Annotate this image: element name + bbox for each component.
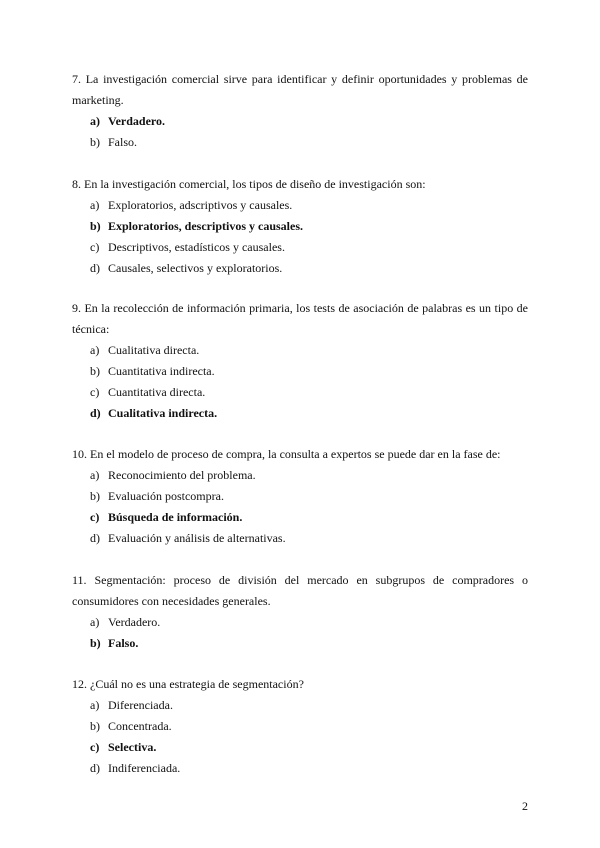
question-10 bbox=[72, 444, 528, 549]
question-text: 11. Segmentación: proceso de división del mercado en subgrupos de compradores o consumidores con necesidades generales. bbox=[72, 573, 528, 608]
option-b-correct bbox=[72, 633, 528, 654]
option-letter: a) bbox=[90, 698, 100, 712]
option-text: Causales, selectivos y exploratorios. bbox=[108, 261, 283, 275]
option-letter: a) bbox=[90, 615, 100, 629]
option-text: Indiferenciada. bbox=[108, 761, 181, 775]
option-text: Falso. bbox=[108, 636, 139, 650]
option-letter: b) bbox=[90, 364, 100, 378]
option-letter: a) bbox=[90, 198, 100, 212]
option-letter: d) bbox=[90, 261, 100, 275]
option-letter: a) bbox=[90, 343, 100, 357]
question-text: 9. En la recolección de información primaria, los tests de asociación de palabras es un tipo de técnica: bbox=[72, 301, 528, 336]
option-letter: c) bbox=[90, 385, 100, 399]
option-text: Selectiva. bbox=[108, 740, 157, 754]
option-letter: b) bbox=[90, 719, 100, 733]
question-text: 12. ¿Cuál no es una estrategia de segmentación? bbox=[72, 677, 304, 691]
question-9 bbox=[72, 298, 528, 424]
option-letter: b) bbox=[90, 219, 101, 233]
options-list bbox=[72, 465, 528, 549]
option-c-correct bbox=[72, 507, 528, 528]
option-c-correct bbox=[72, 737, 528, 758]
option-letter: c) bbox=[90, 510, 100, 524]
options-list bbox=[72, 195, 528, 279]
option-text: Cualitativa directa. bbox=[108, 343, 200, 357]
option-b bbox=[72, 132, 528, 153]
options-list bbox=[72, 111, 528, 153]
option-a bbox=[72, 612, 528, 633]
option-c bbox=[72, 237, 528, 258]
option-letter: b) bbox=[90, 135, 100, 149]
option-text: Verdadero. bbox=[108, 615, 161, 629]
question-text: 7. La investigación comercial sirve para identificar y definir oportunidades y problemas de marketing. bbox=[72, 72, 528, 107]
option-a bbox=[72, 340, 528, 361]
option-text: Exploratorios, descriptivos y causales. bbox=[108, 219, 303, 233]
option-a bbox=[72, 195, 528, 216]
option-text: Exploratorios, adscriptivos y causales. bbox=[108, 198, 293, 212]
option-b bbox=[72, 486, 528, 507]
options-list bbox=[72, 340, 528, 424]
option-text: Falso. bbox=[108, 135, 138, 149]
question-text: 8. En la investigación comercial, los tipos de diseño de investigación son: bbox=[72, 177, 426, 191]
option-text: Búsqueda de información. bbox=[108, 510, 243, 524]
option-text: Diferenciada. bbox=[108, 698, 173, 712]
option-d-correct bbox=[72, 403, 528, 424]
option-text: Evaluación postcompra. bbox=[108, 489, 224, 503]
options-list bbox=[72, 695, 528, 779]
option-letter: b) bbox=[90, 489, 100, 503]
question-11 bbox=[72, 570, 528, 654]
option-letter: b) bbox=[90, 636, 101, 650]
option-text: Cualitativa indirecta. bbox=[108, 406, 218, 420]
option-b bbox=[72, 361, 528, 382]
option-text: Verdadero. bbox=[108, 114, 165, 128]
option-b-correct bbox=[72, 216, 528, 237]
option-b bbox=[72, 716, 528, 737]
option-text: Concentrada. bbox=[108, 719, 172, 733]
option-a bbox=[72, 465, 528, 486]
question-12 bbox=[72, 674, 528, 779]
option-d bbox=[72, 258, 528, 279]
option-text: Cuantitativa indirecta. bbox=[108, 364, 215, 378]
option-letter: c) bbox=[90, 740, 100, 754]
option-text: Reconocimiento del problema. bbox=[108, 468, 256, 482]
question-text: 10. En el modelo de proceso de compra, la consulta a expertos se puede dar en la fase de: bbox=[72, 447, 501, 461]
question-7 bbox=[72, 69, 528, 153]
question-8 bbox=[72, 174, 528, 279]
option-a-correct bbox=[72, 111, 528, 132]
option-letter: a) bbox=[90, 114, 100, 128]
option-d bbox=[72, 528, 528, 549]
option-letter: d) bbox=[90, 406, 101, 420]
option-letter: d) bbox=[90, 761, 100, 775]
option-text: Descriptivos, estadísticos y causales. bbox=[108, 240, 285, 254]
option-text: Evaluación y análisis de alternativas. bbox=[108, 531, 286, 545]
option-letter: c) bbox=[90, 240, 100, 254]
option-d bbox=[72, 758, 528, 779]
option-letter: d) bbox=[90, 531, 100, 545]
option-text: Cuantitativa directa. bbox=[108, 385, 206, 399]
option-c bbox=[72, 382, 528, 403]
option-letter: a) bbox=[90, 468, 100, 482]
options-list bbox=[72, 612, 528, 654]
option-a bbox=[72, 695, 528, 716]
page-number: 2 bbox=[522, 799, 528, 813]
